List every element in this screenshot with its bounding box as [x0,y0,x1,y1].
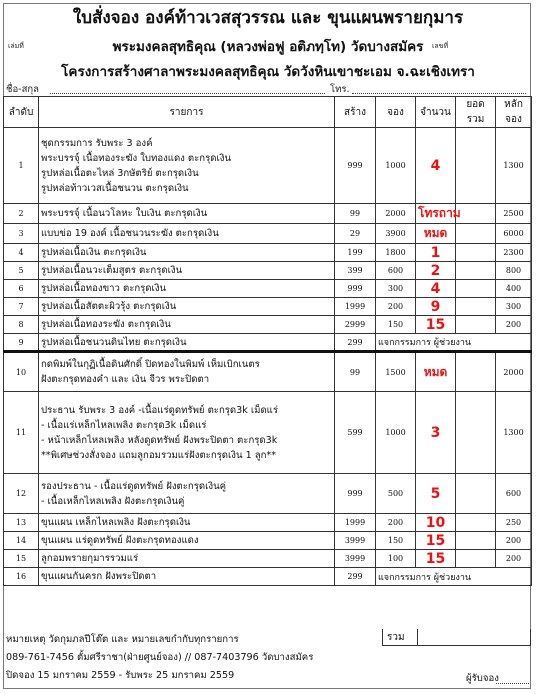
quantity-field[interactable]: 15 [416,532,456,550]
make-count: 599 [335,392,376,474]
item-line: ประธาน รับพระ 3 องค์ -เนื้อแร่ดูดทรัพย์ ตะกรุด3k เม็ดแร่ [41,404,279,416]
phone-field[interactable] [352,93,526,94]
booking-price: 1500 [376,352,416,392]
make-count: 299 [335,334,376,352]
deposit-price: 600 [496,474,532,514]
item-description [39,334,335,352]
item-line: รูปหล่อเนื้อชนวนดินไทย ตะกรุดเงิน [41,336,187,348]
total-field[interactable] [456,244,496,262]
deposit-price: 200 [496,532,532,550]
form-title: ใบสั่งจอง องค์ท้าวเวสสุวรรณ และ ขุนแผนพรายกุมาร [72,8,464,28]
name-field[interactable] [50,93,325,94]
make-count: 199 [335,244,376,262]
item-line: รองประธาน - เนื้อแร่ดูดทรัพย์ ฝังตะกรุดเงินคู่ [41,480,227,492]
total-field[interactable] [456,204,496,224]
distribution-note: แจกกรรมการ ผู้ช่วยงาน [376,568,532,586]
total-field[interactable] [456,298,496,316]
deposit-price: 200 [496,550,532,568]
row-number: 10 [4,352,39,392]
item-line: ขุนแผน แร่ดูดทรัพย์ ฝังตะกรุดทองแดง [41,535,199,546]
name-label: ชื่อ-สกุล [6,84,39,95]
booking-price: 2000 [376,204,416,224]
booking-price: 150 [376,532,416,550]
row-number: 3 [4,224,39,244]
item-description [39,298,335,316]
make-count: 3999 [335,550,376,568]
table-row [4,280,532,298]
item-line: กดพิมพ์ในกุฏิเนื้อดินศักดิ์ ปิดทองในพิมพ์ เห็มเบิกเนตร [41,359,260,370]
make-count: 299 [335,568,376,586]
item-line: รูปหล่อเนื้อทองขาว ตะกรุดเงิน [41,283,167,294]
row-number: 2 [4,204,39,224]
table-row [4,352,532,392]
item-description [39,568,335,586]
table-row [4,392,532,474]
quantity-field[interactable]: 15 [416,316,456,334]
make-count: 29 [335,224,376,244]
temple-subtitle: พระมงคลสุทธิคุณ (หลวงพ่อฟู อติภทฺโท) วัดบางสมัคร [112,39,424,55]
item-description [39,280,335,298]
row-number: 6 [4,280,39,298]
table-row [4,128,532,204]
column-header-total: ยอดรวม [456,97,496,128]
phone-label: โทร. [330,84,350,95]
item-line: - หน้าเหล็กไหลเพลิง หลังดูดทรัพย์ ฝังพระปิดตา ตะกรุด3k [41,434,278,446]
make-count: 999 [335,474,376,514]
deposit-price: 1300 [496,392,532,474]
booking-price: 100 [376,550,416,568]
total-field[interactable] [456,352,496,392]
table-row [4,204,532,224]
item-description [39,244,335,262]
book-number-label: เล่มที่ [8,42,24,50]
table-row [4,316,532,334]
item-description [39,204,335,224]
booking-price: 1000 [376,128,416,204]
table-row [4,262,532,280]
deposit-price: 250 [496,514,532,532]
column-header-quantity: จำนวน [416,97,456,128]
row-number: 16 [4,568,39,586]
make-count: 99 [335,204,376,224]
receiver-signature-field[interactable] [496,683,529,684]
row-number: 1 [4,128,39,204]
table-row [4,514,532,532]
quantity-field[interactable]: 10 [416,514,456,532]
booking-price: 1800 [376,244,416,262]
make-count: 3999 [335,532,376,550]
deposit-price: 2000 [496,352,532,392]
total-sum-divider [417,629,418,645]
item-line: ลูกอมพรายกุมารรวมแร่ [41,553,139,564]
total-field[interactable] [456,474,496,514]
column-header-book: จอง [376,97,416,128]
deposit-price: 2500 [496,204,532,224]
item-description [39,262,335,280]
row-number: 12 [4,474,39,514]
distribution-note: แจกกรรมการ ผู้ช่วยงาน [376,334,532,352]
item-line: ขุนแผนกันครก ฝังพระปิดตา [41,571,157,582]
deposit-price: 200 [496,316,532,334]
total-field[interactable] [456,316,496,334]
total-field[interactable] [456,514,496,532]
booking-price: 1000 [376,392,416,474]
item-line: พระบรรจุ์ เนื้อนวโลหะ ใบเงิน ตะกรุดเงิน [41,208,208,219]
total-field[interactable] [456,224,496,244]
item-description [39,352,335,392]
make-count: 1999 [335,514,376,532]
make-count: 99 [335,352,376,392]
column-header-make: สร้าง [335,97,376,128]
item-description [39,532,335,550]
row-number: 7 [4,298,39,316]
item-description [39,316,335,334]
row-number: 8 [4,316,39,334]
quantity-field[interactable]: หมด [416,352,456,392]
total-field[interactable] [456,128,496,204]
project-subtitle: โครงการสร้างศาลาพระมงคลสุทธิคุณ วัดวังหินเขาชะเอม จ.ฉะเชิงเทรา [61,64,475,80]
table-row [4,298,532,316]
order-table [3,96,532,586]
booking-price: 300 [376,280,416,298]
make-count: 999 [335,128,376,204]
quantity-field[interactable]: 1 [416,244,456,262]
booking-price: 150 [376,316,416,334]
total-field[interactable] [456,532,496,550]
quantity-field[interactable]: 2 [416,262,456,280]
footer-note: หมายเหตุ วัดกุมภลปีโต๊ต และ หมายเลขกำกับทุกรายการ [6,634,239,645]
deposit-price: 1300 [496,128,532,204]
form-number-label: เลขที่ [432,42,449,50]
item-line: แบบข่อ 19 องค์ เนื้อชนวนระฆัง ตะกรุดเงิน [41,228,219,239]
column-header-no: ลำดับ [4,97,39,128]
table-row [4,244,532,262]
booking-price: 600 [376,262,416,280]
quantity-field[interactable]: หมด [416,224,456,244]
item-line: - เนื้อแร่เหล็กไหลเพลิง ตะกรุด3k เม็ดแร่ [41,419,207,431]
item-line: ฝังตะกรุดทองคำ และ เงิน จีวร พระปิดตา [41,374,210,385]
item-line: รูปหล่อเนื้อทองระฆัง ตะกรุดเงิน [41,319,171,330]
quantity-field[interactable]: 4 [416,280,456,298]
row-number: 13 [4,514,39,532]
total-field[interactable] [456,262,496,280]
item-line: รูปหล่อเนื้อนวะเต็มสูตร ตะกรุดเงิน [41,265,183,276]
deposit-price: 800 [496,262,532,280]
table-row [4,334,532,352]
booking-price: 500 [376,474,416,514]
row-number: 15 [4,550,39,568]
column-header-item: รายการ [39,97,335,128]
total-field[interactable] [456,392,496,474]
table-row [4,224,532,244]
deposit-price: 6000 [496,224,532,244]
table-row [4,532,532,550]
quantity-field[interactable]: 3 [416,392,456,474]
quantity-field[interactable]: 4 [416,128,456,204]
quantity-field[interactable]: 5 [416,474,456,514]
row-number: 11 [4,392,39,474]
item-line: ชุดกรรมการ รับพระ 3 องค์ [41,137,153,149]
row-number: 9 [4,334,39,352]
deposit-price: 400 [496,280,532,298]
total-sum-box [382,629,531,646]
make-count: 399 [335,262,376,280]
row-number: 4 [4,244,39,262]
booking-price: 200 [376,514,416,532]
item-line: **พิเศษช่วงสั่งจอง แถมลูกอมรวมแร่ฝังตะกรุดเงิน 1 ลูก** [41,449,277,461]
item-line: รูปหล่อท้าวเวสเนื้อชนวน ตะกรุดเงิน [41,182,189,194]
item-line: รูปหล่อเนื้อสัตตะผิวรุ้ง ตะกรุดเงิน [41,301,177,312]
total-sum-label: รวม [387,632,405,643]
table-row [4,550,532,568]
footer-phones: 089-761-7456 ตั้มศรีราชา(ฝ่ายศูนย์จอง) // 087-7403796 วัดบางสมัคร [6,652,314,663]
make-count: 999 [335,280,376,298]
total-field[interactable] [456,550,496,568]
item-description [39,224,335,244]
item-description [39,474,335,514]
item-line: รูปหล่อเนื้อเงิน ตะกรุดเงิน [41,247,147,258]
receiver-label: ผู้รับจอง [466,673,499,684]
total-field[interactable] [456,280,496,298]
deposit-price: 300 [496,298,532,316]
item-line: ขุนแผน เหล็กไหลเพลิง ฝังตะกรุดเงิน [41,517,191,528]
item-description [39,128,335,204]
item-line: - เนื้อเหล็กไหลเพลิง ฝังตะกรุดเงินคู่ [41,495,185,507]
item-description [39,392,335,474]
item-description [39,550,335,568]
booking-price: 200 [376,298,416,316]
table-row [4,568,532,586]
make-count: 2999 [335,316,376,334]
row-number: 5 [4,262,39,280]
footer-dates: ปิดจอง 15 มกราคม 2559 - รับพระ 25 มกราคม 2559 [6,670,235,681]
table-header-row [4,97,532,128]
column-header-deposit: หลักจอง [496,97,532,128]
item-line: พระบรรจุ์ เนื้อทองระฆัง ใบทองแดง ตะกรุดเงิน [41,152,232,164]
deposit-price: 2300 [496,244,532,262]
make-count: 1999 [335,298,376,316]
quantity-field[interactable]: โทรถาม [416,204,456,224]
item-line: รูปหล่อเนื้อตะไหล่ 3กษัตริย์ ตะกรุดเงิน [41,167,199,179]
row-number: 14 [4,532,39,550]
quantity-field[interactable]: 9 [416,298,456,316]
item-description [39,514,335,532]
quantity-field[interactable]: 15 [416,550,456,568]
table-row [4,474,532,514]
booking-price: 3900 [376,224,416,244]
